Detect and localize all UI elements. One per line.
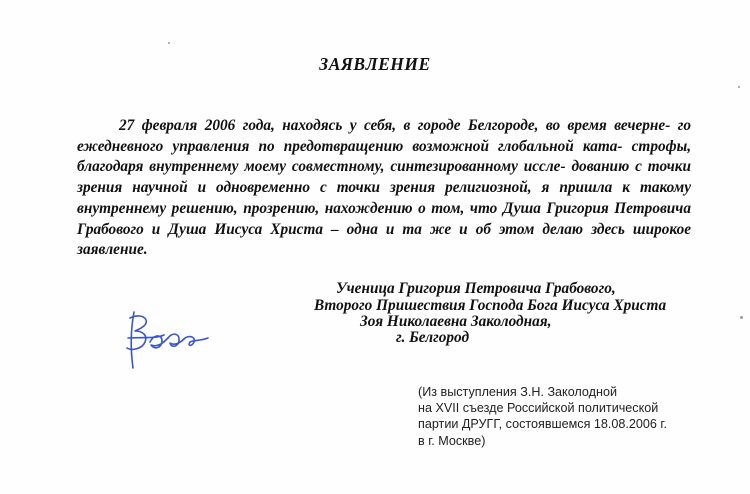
signature-stroke xyxy=(168,334,184,346)
scan-speck xyxy=(740,316,743,319)
signature-stroke xyxy=(184,337,208,346)
document-title: ЗАЯВЛЕНИЕ xyxy=(319,54,431,74)
statement-body xyxy=(77,116,691,261)
signature-stroke xyxy=(127,316,146,349)
signatory-city: г. Белгород xyxy=(396,329,470,346)
source-note-line: (Из выступления З.Н. Заколодной xyxy=(418,385,617,399)
body-line: пришла к такому внутреннему решению, прозрению, нахождению о том, что xyxy=(77,179,692,217)
source-note-line: партии ДРУГГ, состоявшемся 18.08.2006 г. xyxy=(418,417,667,432)
signature-stroke xyxy=(131,312,134,368)
scan-speck xyxy=(738,86,740,88)
body-line: 27 февраля 2006 года, находясь у себя, в городе Белгороде, во время вечерне- xyxy=(119,117,671,134)
signature-block-line: Ученица Григория Петровича Грабового, xyxy=(336,280,616,297)
body-line: Душа Григория Петровича Грабового и Душа Иисуса Христа – одна и та же и xyxy=(77,199,691,238)
signatory-name: Зоя Николаевна Заколодная, xyxy=(360,313,552,330)
source-note-line: в г. Москве) xyxy=(418,433,486,448)
body-line: об этом делаю здесь широкое заявление. xyxy=(77,220,692,259)
body-line: строфы, благодаря внутреннему моему совместному, синтезированному иссле- xyxy=(77,137,692,176)
source-note xyxy=(418,384,718,449)
body-line: дованию с точки зрения научной и одновременно с точки зрения религиозной, я xyxy=(77,158,691,197)
source-note-line: на XVII съезде Российской политической xyxy=(418,401,659,416)
body-line: го ежедневного управления по предотвращению возможной глобальной ката- xyxy=(77,117,691,155)
handwritten-signature xyxy=(120,308,220,378)
scan-speck xyxy=(168,42,170,44)
signature-block-line: Второго Пришествия Господа Бога Иисуса Христа xyxy=(314,297,667,314)
